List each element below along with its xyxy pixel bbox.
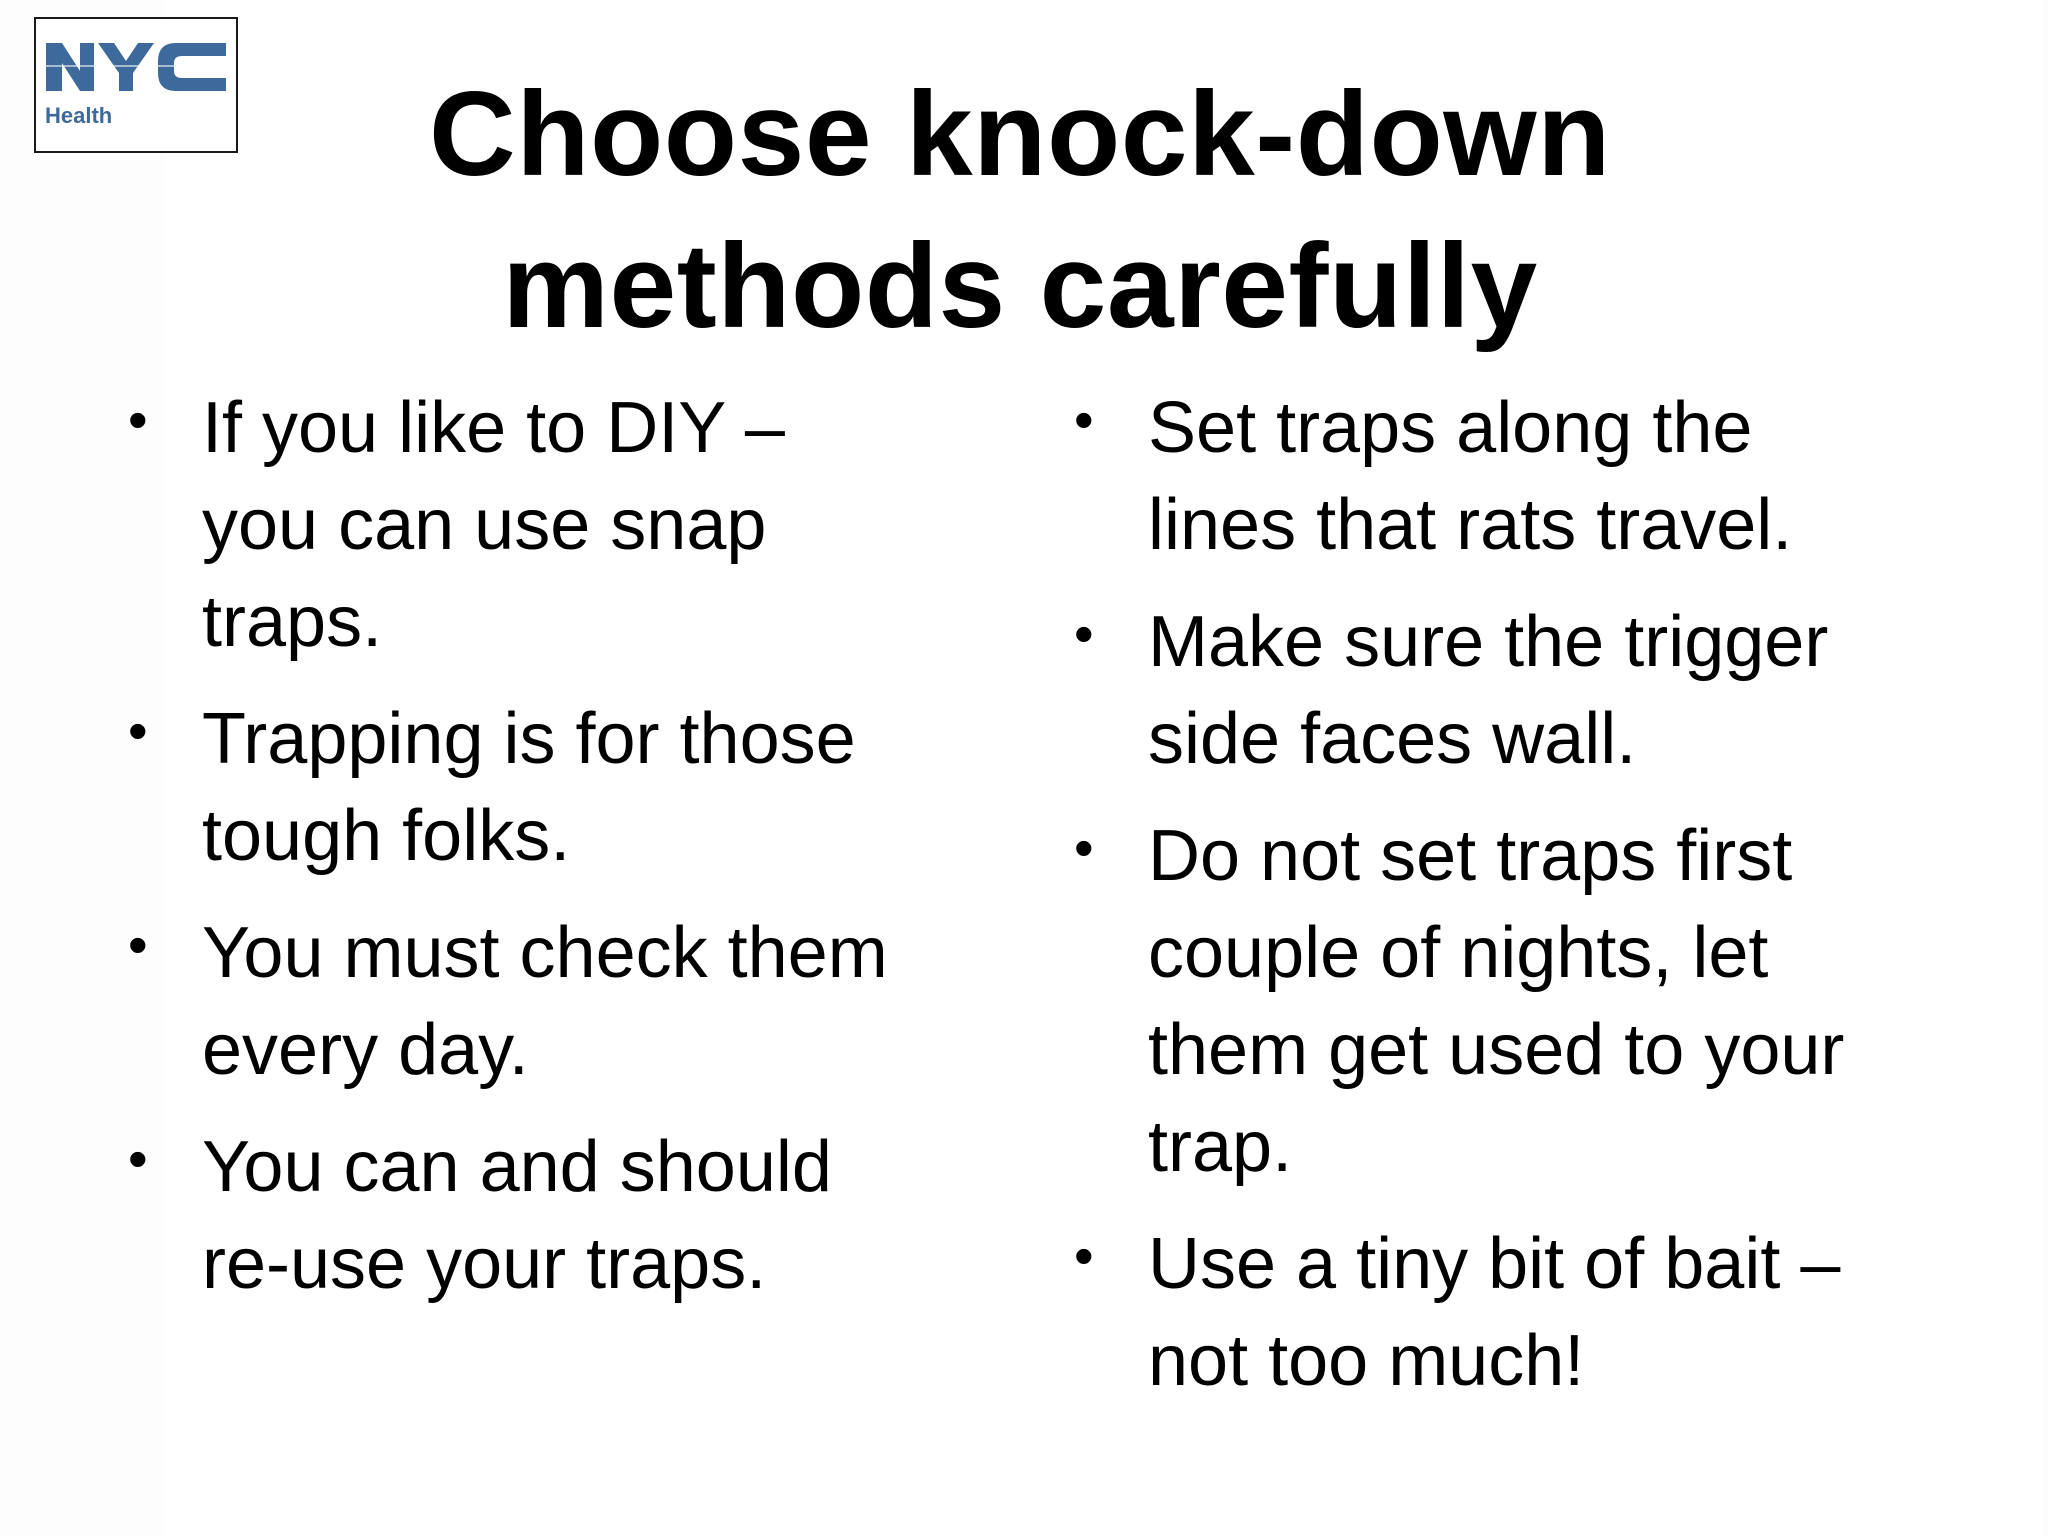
bullet-text-line: Make sure the trigger xyxy=(1148,602,1829,682)
bullet-text-line: Do not set traps first xyxy=(1148,816,1793,896)
list-item xyxy=(120,380,1000,671)
list-item xyxy=(120,691,1000,885)
bullet-text-line: re-use your traps. xyxy=(202,1224,767,1304)
nyc-health-logo xyxy=(34,17,238,153)
bullet-text-line: you can use snap xyxy=(202,485,767,565)
bullet-glyph: • xyxy=(1074,602,1094,665)
bullet-text-line: Set traps along the xyxy=(1148,388,1753,468)
title-line-1: Choose knock-down xyxy=(429,67,1611,201)
list-item xyxy=(1066,1216,1966,1410)
bullet-text-line: couple of nights, let xyxy=(1148,913,1769,993)
bullet-text-line: trap. xyxy=(1148,1107,1293,1187)
bullet-text-line: tough folks. xyxy=(202,796,571,876)
bullet-text-line: side faces wall. xyxy=(1148,699,1637,779)
logo-subtext: Health xyxy=(45,103,113,128)
list-item xyxy=(1066,594,1966,788)
bullet-text-line: You must check them xyxy=(202,913,888,993)
bullet-text-line: You can and should xyxy=(202,1127,832,1207)
bullet-text-line: Use a tiny bit of bait – xyxy=(1148,1224,1841,1304)
bullet-glyph: • xyxy=(1074,816,1094,879)
bullet-glyph: • xyxy=(128,699,148,762)
list-item xyxy=(120,1119,1000,1313)
bullet-glyph: • xyxy=(1074,388,1094,451)
list-item xyxy=(120,905,1000,1099)
bullet-glyph: • xyxy=(128,388,148,451)
bullet-text-line: traps. xyxy=(202,582,383,662)
slide-edge-band xyxy=(2043,0,2048,1536)
bullet-text-line: If you like to DIY – xyxy=(202,388,785,468)
bullet-text-line: every day. xyxy=(202,1010,529,1090)
nyc-logo-icon xyxy=(36,19,236,151)
bullet-text-line: Trapping is for those xyxy=(202,699,856,779)
bullet-text-line: not too much! xyxy=(1148,1321,1585,1401)
bullet-glyph: • xyxy=(128,1127,148,1190)
list-item xyxy=(1066,380,1966,574)
bullet-glyph: • xyxy=(128,913,148,976)
list-item xyxy=(1066,808,1966,1196)
slide-title xyxy=(260,58,1780,362)
left-bullet-list xyxy=(120,380,1000,1333)
bullet-text-line: lines that rats travel. xyxy=(1148,485,1793,565)
right-bullet-list xyxy=(1066,380,1966,1430)
title-line-2: methods carefully xyxy=(502,219,1538,353)
bullet-text-line: them get used to your xyxy=(1148,1010,1845,1090)
bullet-glyph: • xyxy=(1074,1224,1094,1287)
